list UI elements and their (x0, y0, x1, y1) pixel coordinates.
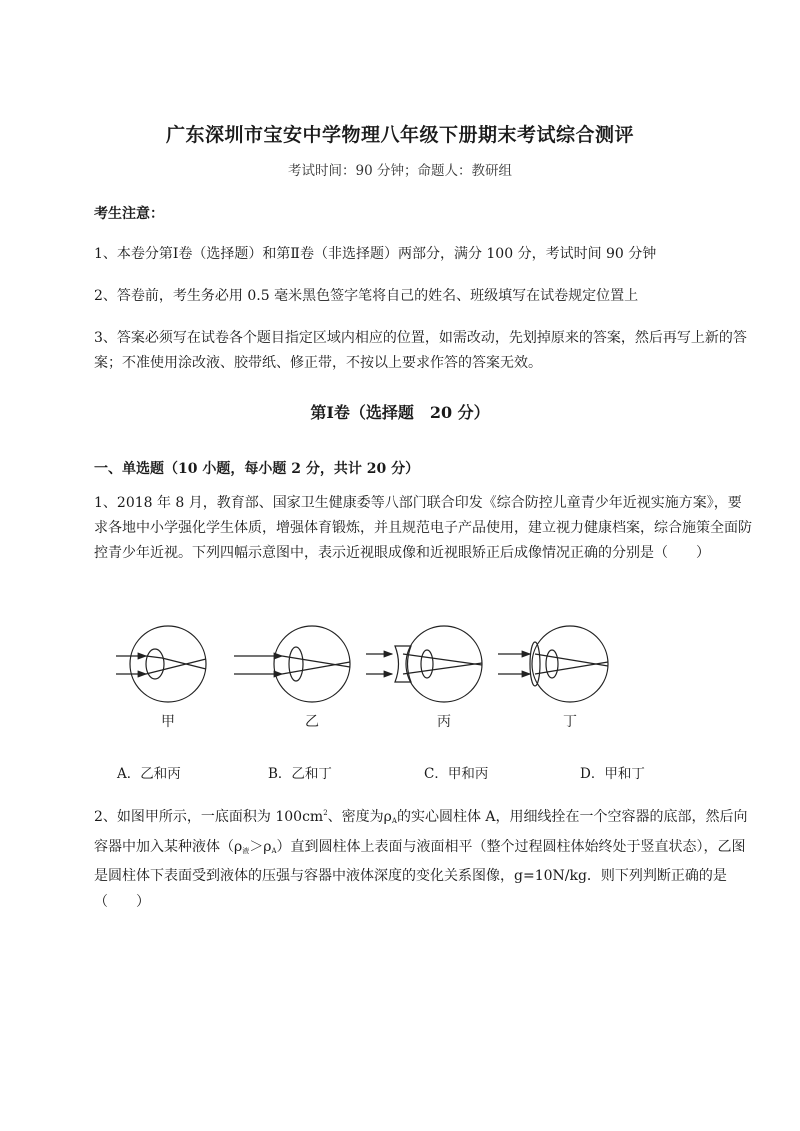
q2-subscript-a-2: A (271, 846, 277, 855)
notice-item-2: 2、答卷前，考生务必用 0.5 毫米黑色签字笔将自己的姓名、班级填写在试卷规定位置上 (94, 288, 639, 304)
figure-label-ding: 丁 (563, 714, 577, 730)
eye-diagram-yi (234, 626, 350, 702)
figure-label-bing: 丙 (437, 714, 451, 730)
option-c[interactable]: C．甲和丙 (424, 766, 489, 782)
figure-label-yi: 乙 (305, 714, 319, 730)
page-title: 广东深圳市宝安中学物理八年级下册期末考试综合测评 (165, 124, 634, 146)
question-2-text (94, 801, 754, 915)
notice-item-3: 3、答案必须写在试卷各个题目指定区域内相应的位置，如需改动，先划掉原来的答案，然后再写上新的答案；不准使用涂改液、胶带纸、修正带，不按以上要求作答的答案无效。 (94, 330, 747, 371)
q2-text-part-5: ）直到圆柱体上表面与液面相平（整个过程圆柱体始终处于竖直状态），乙图是圆柱体下表面受到液体的压强与容器中液体深度的变化关系图像，g=10N/kg．则下列判断正确的是（ ） (94, 838, 746, 910)
option-a[interactable]: A．乙和丙 (117, 766, 181, 782)
question-1-text: 1、2018 年 8 月，教育部、国家卫生健康委等八部门联合印发《综合防控儿童青少年近视实施方案》，要求各地中小学强化学生体质，增强体育锻炼，并且规范电子产品使用，建立视力健康档案，综合施策全面防控青少年近视。下列四幅示意图中，表示近视眼成像和近视眼矫正后成像情况正确的分别是（ ） (94, 495, 752, 561)
q2-subscript-liquid: 液 (242, 846, 250, 855)
eye-diagram-ding (498, 626, 608, 702)
q2-text-part-2: 、密度为ρ (327, 809, 392, 825)
q2-text-part-4: ＞ρ (249, 838, 272, 855)
section-title: 第Ⅰ卷（选择题 20 分） (310, 403, 490, 422)
q2-text-part-3: 的实心圆柱体 A，用细线拴在一个空容器的底部，然后向容器中加入某种液体（ρ (94, 809, 748, 855)
question-type-heading: 一、单选题（10 小题，每小题 2 分，共计 20 分） (94, 461, 420, 477)
q2-subscript-a: A (391, 817, 397, 825)
figure-label-jia: 甲 (161, 714, 175, 730)
q2-text-part-1: 2、如图甲所示，一底面积为 100cm (94, 809, 324, 825)
eye-diagram-jia (116, 626, 206, 702)
option-d[interactable]: D．甲和丁 (580, 766, 645, 782)
notice-item-1: 1、本卷分第Ⅰ卷（选择题）和第Ⅱ卷（非选择题）两部分，满分 100 分，考试时间 90 分钟 (94, 246, 657, 262)
option-b[interactable]: B．乙和丁 (268, 766, 332, 782)
exam-info: 考试时间：90 分钟；命题人：教研组 (288, 163, 512, 179)
eye-diagram-bing (366, 626, 482, 702)
eye-diagrams-figure (112, 622, 632, 732)
q2-superscript-2: 2 (323, 809, 328, 817)
notice-heading: 考生注意： (94, 206, 164, 222)
